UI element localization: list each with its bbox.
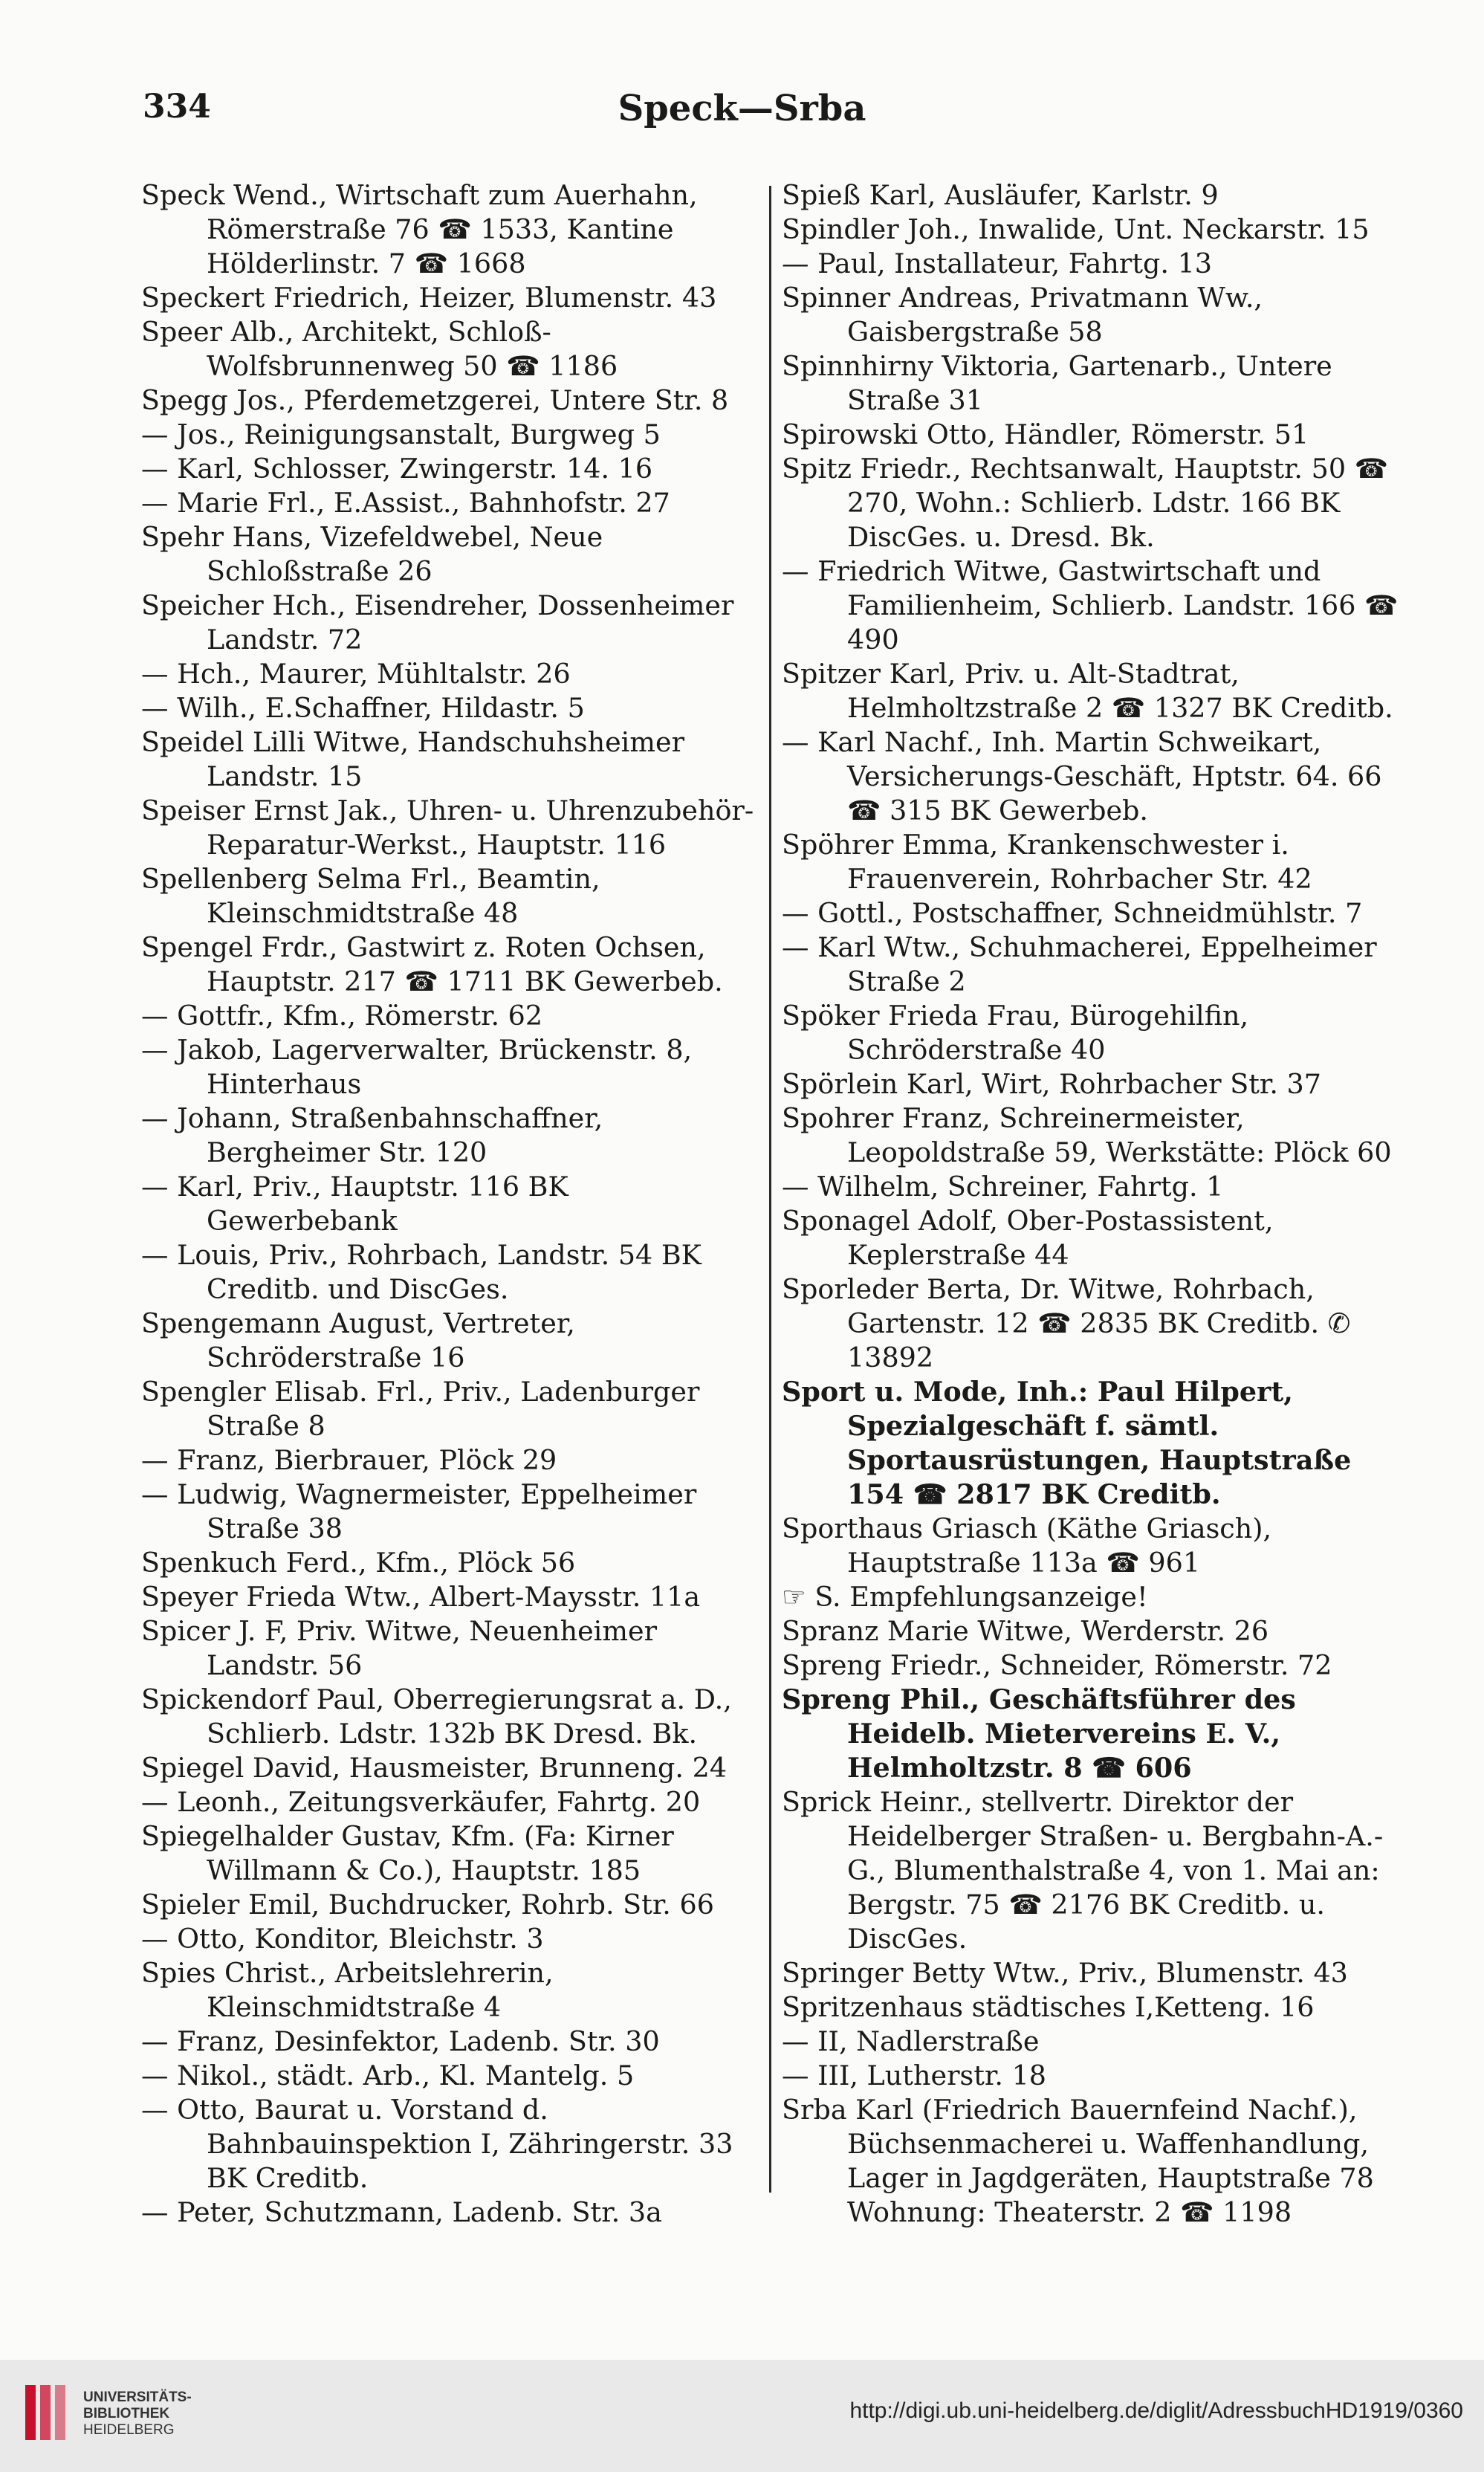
directory-entry: Spieler Emil, Buchdrucker, Rohrb. Str. 66	[141, 1889, 714, 1921]
directory-entry: — Karl, Schlosser, Zwingerstr. 14. 16	[141, 453, 653, 485]
directory-entry: Spellenberg Selma Frl., Beamtin, Kleinschmidtstraße 48	[141, 863, 600, 929]
directory-entry: Speicher Hch., Eisendreher, Dossenheimer Landstr. 72	[141, 589, 734, 656]
page-title: Speck—Srba	[618, 88, 866, 129]
directory-entry: — II, Nadlerstraße	[782, 2025, 1040, 2057]
directory-entry: Speckert Friedrich, Heizer, Blumenstr. 43	[141, 282, 717, 314]
directory-entry: Spirowski Otto, Händler, Römerstr. 51	[782, 418, 1309, 450]
directory-entry: Spinner Andreas, Privatmann Ww., Gaisbergstraße 58	[782, 282, 1263, 348]
directory-entry: — Otto, Konditor, Bleichstr. 3	[141, 1923, 544, 1955]
directory-entry-advert: Spreng Phil., Geschäftsführer des Heidelb. Mietervereins E. V., Helmholtzstr. 8 ☎ 606	[782, 1683, 1296, 1784]
directory-entry: Springer Betty Wtw., Priv., Blumenstr. 43	[782, 1957, 1348, 1989]
directory-entry: — Karl, Priv., Hauptstr. 116 BK Gewerbebank	[141, 1171, 568, 1237]
left-column	[141, 178, 765, 2230]
directory-entry: Sponagel Adolf, Ober-Postassistent, Keplerstraße 44	[782, 1205, 1274, 1271]
directory-entry: — Wilhelm, Schreiner, Fahrtg. 1	[782, 1171, 1224, 1203]
library-logo-text	[83, 2390, 192, 2439]
directory-entry: — Ludwig, Wagnermeister, Eppelheimer Straße 38	[141, 1478, 697, 1544]
directory-entry: Spitzer Karl, Priv. u. Alt-Stadtrat, Helmholtzstraße 2 ☎ 1327 BK Creditb.	[782, 658, 1393, 724]
directory-entry: — Friedrich Witwe, Gastwirtschaft und Familienheim, Schlierb. Landstr. 166 ☎ 490	[782, 555, 1399, 656]
directory-entry-advert: Sport u. Mode, Inh.: Paul Hilpert, Spezialgeschäft f. sämtl. Sportausrüstungen, Hauptstraße 154 ☎ 2817 BK Creditb.	[782, 1376, 1352, 1510]
directory-entry: Sprick Heinr., stellvertr. Direktor der Heidelberger Straßen- u. Bergbahn-A.-G., Blumenthalstraße 4, von 1. Mai an: Bergstr. 75 ☎ 2176 BK Creditb. u. DiscGes.	[782, 1786, 1384, 1955]
directory-entry: — Leonh., Zeitungsverkäufer, Fahrtg. 20	[141, 1786, 701, 1818]
directory-entry: Spritzenhaus städtisches I,Ketteng. 16	[782, 1991, 1315, 2023]
directory-entry: Sporthaus Griasch (Käthe Griasch), Hauptstraße 113a ☎ 961	[782, 1512, 1272, 1579]
source-url-link[interactable]: http://digi.ub.uni-heidelberg.de/diglit/AdressbuchHD1919/0360	[849, 2398, 1463, 2423]
directory-entry: Spegg Jos., Pferdemetzgerei, Untere Str. 8	[141, 384, 729, 416]
logo-line: UNIVERSITÄTS-	[83, 2390, 192, 2405]
directory-entry: — Karl Nachf., Inh. Martin Schweikart, Versicherungs-Geschäft, Hptstr. 64. 66 ☎ 315 BK Gewerbeb.	[782, 726, 1382, 826]
directory-entry: — Johann, Straßenbahnschaffner, Bergheimer Str. 120	[141, 1102, 603, 1168]
logo-line: HEIDELBERG	[83, 2422, 175, 2438]
library-logo-icon[interactable]	[22, 2382, 68, 2443]
directory-entry: Spickendorf Paul, Oberregierungsrat a. D., Schlierb. Ldstr. 132b BK Dresd. Bk.	[141, 1683, 732, 1750]
footer-bar	[0, 2360, 1484, 2472]
directory-entry: Spinnhirny Viktoria, Gartenarb., Untere Straße 31	[782, 350, 1332, 416]
directory-entry: — Karl Wtw., Schuhmacherei, Eppelheimer Straße 2	[782, 931, 1377, 997]
directory-entry: Spreng Friedr., Schneider, Römerstr. 72	[782, 1649, 1332, 1681]
directory-entry: Spranz Marie Witwe, Werderstr. 26	[782, 1615, 1269, 1647]
directory-entry: Spörlein Karl, Wirt, Rohrbacher Str. 37	[782, 1068, 1321, 1100]
directory-entry: — Franz, Desinfektor, Ladenb. Str. 30	[141, 2025, 660, 2057]
directory-entry: Spöhrer Emma, Krankenschwester i. Frauenverein, Rohrbacher Str. 42	[782, 829, 1312, 895]
directory-entry: Spindler Joh., Inwalide, Unt. Neckarstr. 15	[782, 213, 1370, 245]
column-divider	[769, 186, 771, 2193]
directory-entry: — Hch., Maurer, Mühltalstr. 26	[141, 658, 571, 690]
directory-entry: Speiser Ernst Jak., Uhren- u. Uhrenzubehör-Reparatur-Werkst., Hauptstr. 116	[141, 795, 754, 861]
directory-entry: Spieß Karl, Ausläufer, Karlstr. 9	[782, 179, 1219, 211]
directory-entry: — Jakob, Lagerverwalter, Brückenstr. 8, Hinterhaus	[141, 1034, 693, 1100]
directory-entry: — Nikol., städt. Arb., Kl. Mantelg. 5	[141, 2060, 635, 2091]
directory-entry: Srba Karl (Friedrich Bauernfeind Nachf.), Büchsenmacherei u. Waffenhandlung, Lager in Jagdgeräten, Hauptstraße 78 Wohnung: Theaterstr. 2 ☎ 1198	[782, 2094, 1374, 2228]
directory-entry: — Louis, Priv., Rohrbach, Landstr. 54 BK Creditb. und DiscGes.	[141, 1239, 702, 1305]
directory-entry: Spies Christ., Arbeitslehrerin, Kleinschmidtstraße 4	[141, 1957, 554, 2023]
directory-entry: — Gottl., Postschaffner, Schneidmühlstr. 7	[782, 897, 1363, 929]
directory-entry: Spiegel David, Hausmeister, Brunneng. 24	[141, 1752, 728, 1784]
directory-entry: — Jos., Reinigungsanstalt, Burgweg 5	[141, 418, 661, 450]
directory-entry: Sporleder Berta, Dr. Witwe, Rohrbach, Gartenstr. 12 ☎ 2835 BK Creditb. ✆ 13892	[782, 1273, 1351, 1373]
directory-entry: — Gottfr., Kfm., Römerstr. 62	[141, 1000, 543, 1032]
directory-entry: — Paul, Installateur, Fahrtg. 13	[782, 247, 1213, 279]
logo-line: BIBLIOTHEK	[83, 2406, 170, 2421]
directory-entry: Spitz Friedr., Rechtsanwalt, Hauptstr. 50 ☎ 270, Wohn.: Schlierb. Ldstr. 166 BK DiscGes. u. Dresd. Bk.	[782, 453, 1389, 553]
directory-entry: — Franz, Bierbrauer, Plöck 29	[141, 1444, 557, 1476]
directory-entry: Spenkuch Ferd., Kfm., Plöck 56	[141, 1547, 576, 1579]
directory-entry: — Marie Frl., E.Assist., Bahnhofstr. 27	[141, 487, 670, 519]
directory-entry: ☞ S. Empfehlungsanzeige!	[782, 1581, 1148, 1613]
page-number: 334	[143, 88, 211, 126]
directory-entry: Speyer Frieda Wtw., Albert-Maysstr. 11a	[141, 1581, 701, 1613]
directory-entry: Spengemann August, Vertreter, Schröderstraße 16	[141, 1307, 575, 1373]
directory-entry: Speck Wend., Wirtschaft zum Auerhahn, Römerstraße 76 ☎ 1533, Kantine Hölderlinstr. 7 ☎ 1668	[141, 179, 698, 279]
directory-entry: Spöker Frieda Frau, Bürogehilfin, Schröderstraße 40	[782, 1000, 1249, 1066]
directory-entry: Spohrer Franz, Schreinermeister, Leopoldstraße 59, Werkstätte: Plöck 60	[782, 1102, 1392, 1168]
directory-entry: — III, Lutherstr. 18	[782, 2060, 1047, 2091]
directory-entry: Spehr Hans, Vizefeldwebel, Neue Schloßstraße 26	[141, 521, 603, 587]
directory-entry: Spicer J. F, Priv. Witwe, Neuenheimer Landstr. 56	[141, 1615, 658, 1681]
directory-entry: — Peter, Schutzmann, Ladenb. Str. 3a	[141, 2196, 662, 2228]
directory-entry: Speidel Lilli Witwe, Handschuhsheimer Landstr. 15	[141, 726, 685, 792]
directory-entry: Spengel Frdr., Gastwirt z. Roten Ochsen, Hauptstr. 217 ☎ 1711 BK Gewerbeb.	[141, 931, 723, 997]
right-column	[782, 178, 1406, 2230]
directory-entry: — Otto, Baurat u. Vorstand d. Bahnbauinspektion I, Zähringerstr. 33 BK Creditb.	[141, 2094, 733, 2194]
directory-entry: Speer Alb., Architekt, Schloß-Wolfsbrunnenweg 50 ☎ 1186	[141, 316, 618, 382]
directory-entry: Spiegelhalder Gustav, Kfm. (Fa: Kirner Willmann & Co.), Hauptstr. 185	[141, 1820, 674, 1886]
directory-entry: — Wilh., E.Schaffner, Hildastr. 5	[141, 692, 585, 724]
directory-entry: Spengler Elisab. Frl., Priv., Ladenburger Straße 8	[141, 1376, 700, 1442]
